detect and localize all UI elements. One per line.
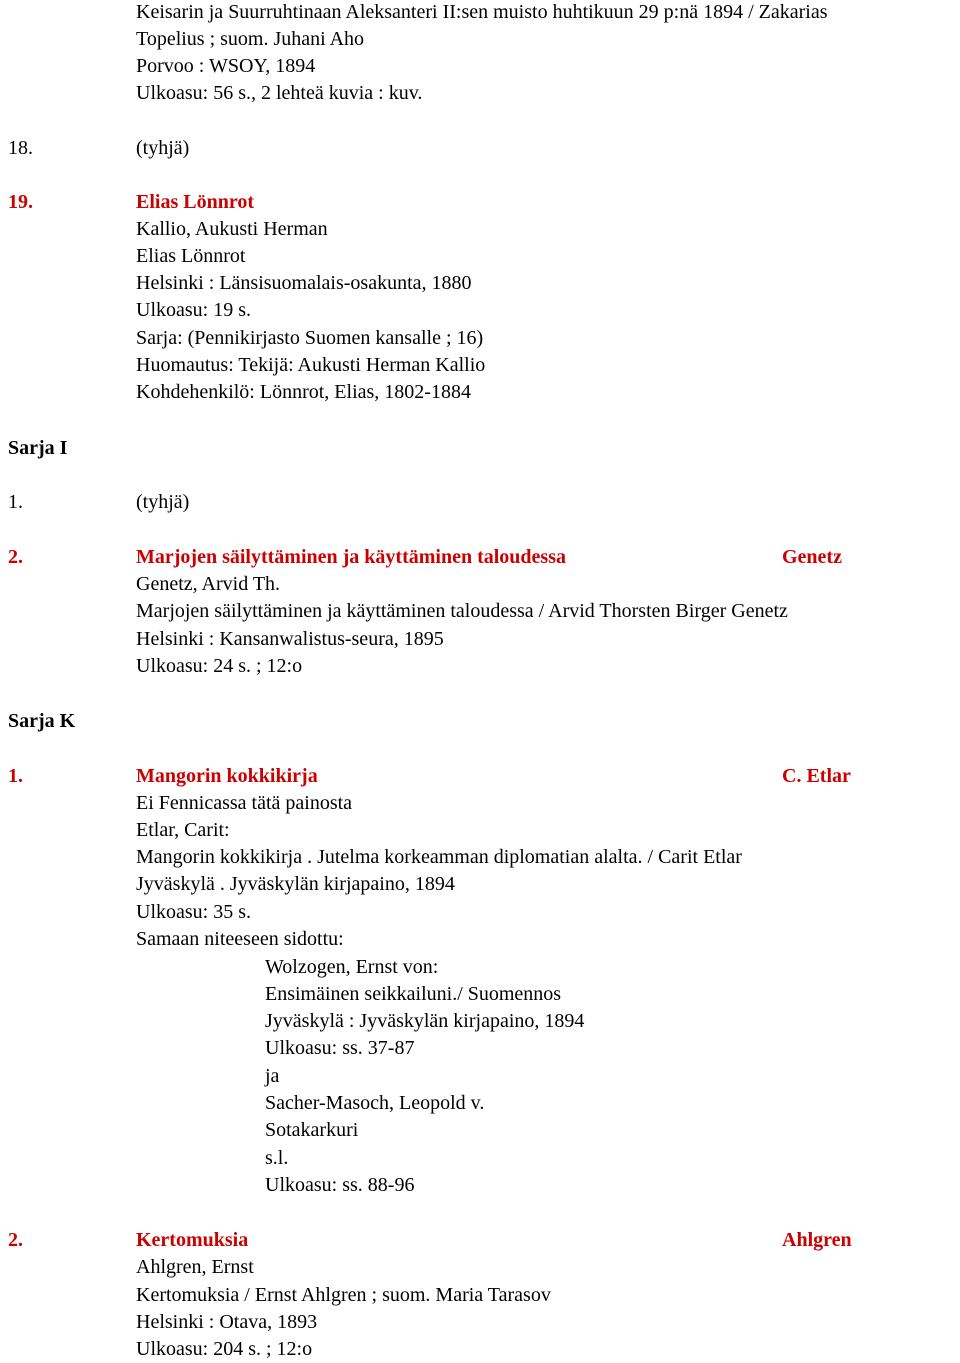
sarja-k-item2-author: Ahlgren, Ernst	[136, 1256, 254, 1278]
entry18-empty: (tyhjä)	[136, 137, 190, 159]
entry19-author: Kallio, Aukusti Herman	[136, 218, 328, 240]
sarja-k-item1-note: Ei Fennicassa tätä painosta	[136, 792, 353, 814]
bound-conjunction: ja	[265, 1065, 280, 1087]
bound-work1-author: Wolzogen, Ernst von:	[265, 956, 439, 978]
sarja-k-item2-extent: Ulkoasu: 204 s. ; 12:o	[136, 1338, 313, 1360]
entry19-number: 19.	[8, 191, 33, 213]
sarja-k-item2-publisher: Helsinki : Otava, 1893	[136, 1311, 318, 1333]
entry19-publisher: Helsinki : Länsisuomalais-osakunta, 1880	[136, 272, 472, 294]
bound-work1-extent: Ulkoasu: ss. 37-87	[265, 1037, 415, 1059]
bound-work2-place: s.l.	[265, 1147, 289, 1169]
sarja-i-item2-number: 2.	[8, 546, 23, 568]
sarja-k-item1-short-author[interactable]: C. Etlar	[782, 765, 851, 787]
sarja-i-item2-extent: Ulkoasu: 24 s. ; 12:o	[136, 655, 303, 677]
entry17-publisher-line: Porvoo : WSOY, 1894	[136, 55, 316, 77]
sarja-k-item1-extent: Ulkoasu: 35 s.	[136, 901, 251, 923]
entry19-note: Huomautus: Tekijä: Aukusti Herman Kallio	[136, 354, 486, 376]
sarja-k-item1-full-title: Mangorin kokkikirja . Jutelma korkeamman diplomatian alalta. / Carit Etlar	[136, 846, 742, 868]
section-heading-sarja-i: Sarja I	[8, 437, 68, 459]
sarja-k-item2-full-title: Kertomuksia / Ernst Ahlgren ; suom. Maria Tarasov	[136, 1284, 551, 1306]
sarja-k-item2-number: 2.	[8, 1229, 23, 1251]
bound-work1-title: Ensimäinen seikkailuni./ Suomennos	[265, 983, 562, 1005]
sarja-i-item2-short-author[interactable]: Genetz	[782, 546, 842, 568]
sarja-k-item1-publisher: Jyväskylä . Jyväskylän kirjapaino, 1894	[136, 873, 455, 895]
entry19-extent: Ulkoasu: 19 s.	[136, 299, 251, 321]
entry18-number: 18.	[8, 137, 33, 159]
entry17-extent-line: Ulkoasu: 56 s., 2 lehteä kuvia : kuv.	[136, 82, 423, 104]
bound-work2-extent: Ulkoasu: ss. 88-96	[265, 1174, 415, 1196]
sarja-i-item2-author: Genetz, Arvid Th.	[136, 573, 281, 595]
bound-work2-author: Sacher-Masoch, Leopold v.	[265, 1092, 485, 1114]
bound-work1-publisher: Jyväskylä : Jyväskylän kirjapaino, 1894	[265, 1010, 585, 1032]
bound-work2-title: Sotakarkuri	[265, 1119, 359, 1141]
sarja-k-item1-author: Etlar, Carit:	[136, 819, 230, 841]
sarja-i-item2-publisher: Helsinki : Kansanwalistus-seura, 1895	[136, 628, 444, 650]
entry19-series: Sarja: (Pennikirjasto Suomen kansalle ; 16)	[136, 327, 484, 349]
sarja-i-item2-full-title: Marjojen säilyttäminen ja käyttäminen taloudessa / Arvid Thorsten Birger Genetz	[136, 600, 788, 622]
sarja-k-item1-title[interactable]: Mangorin kokkikirja	[136, 765, 318, 787]
section-heading-sarja-k: Sarja K	[8, 710, 76, 732]
sarja-k-item2-title[interactable]: Kertomuksia	[136, 1229, 249, 1251]
entry17-title-line: Keisarin ja Suurruhtinaan Aleksanteri II:sen muisto huhtikuun 29 p:nä 1894 / Zakarias	[136, 1, 828, 23]
entry19-subject: Kohdehenkilö: Lönnrot, Elias, 1802-1884	[136, 381, 471, 403]
entry19-title[interactable]: Elias Lönnrot	[136, 191, 254, 213]
sarja-i-item1-number: 1.	[8, 491, 23, 513]
sarja-k-item1-number: 1.	[8, 765, 23, 787]
entry19-full-title: Elias Lönnrot	[136, 245, 246, 267]
sarja-k-item1-bound-label: Samaan niteeseen sidottu:	[136, 928, 344, 950]
sarja-k-item2-short-author[interactable]: Ahlgren	[782, 1229, 852, 1251]
entry17-author-line: Topelius ; suom. Juhani Aho	[136, 28, 365, 50]
sarja-i-item1-empty: (tyhjä)	[136, 491, 190, 513]
sarja-i-item2-title[interactable]: Marjojen säilyttäminen ja käyttäminen taloudessa	[136, 546, 566, 568]
